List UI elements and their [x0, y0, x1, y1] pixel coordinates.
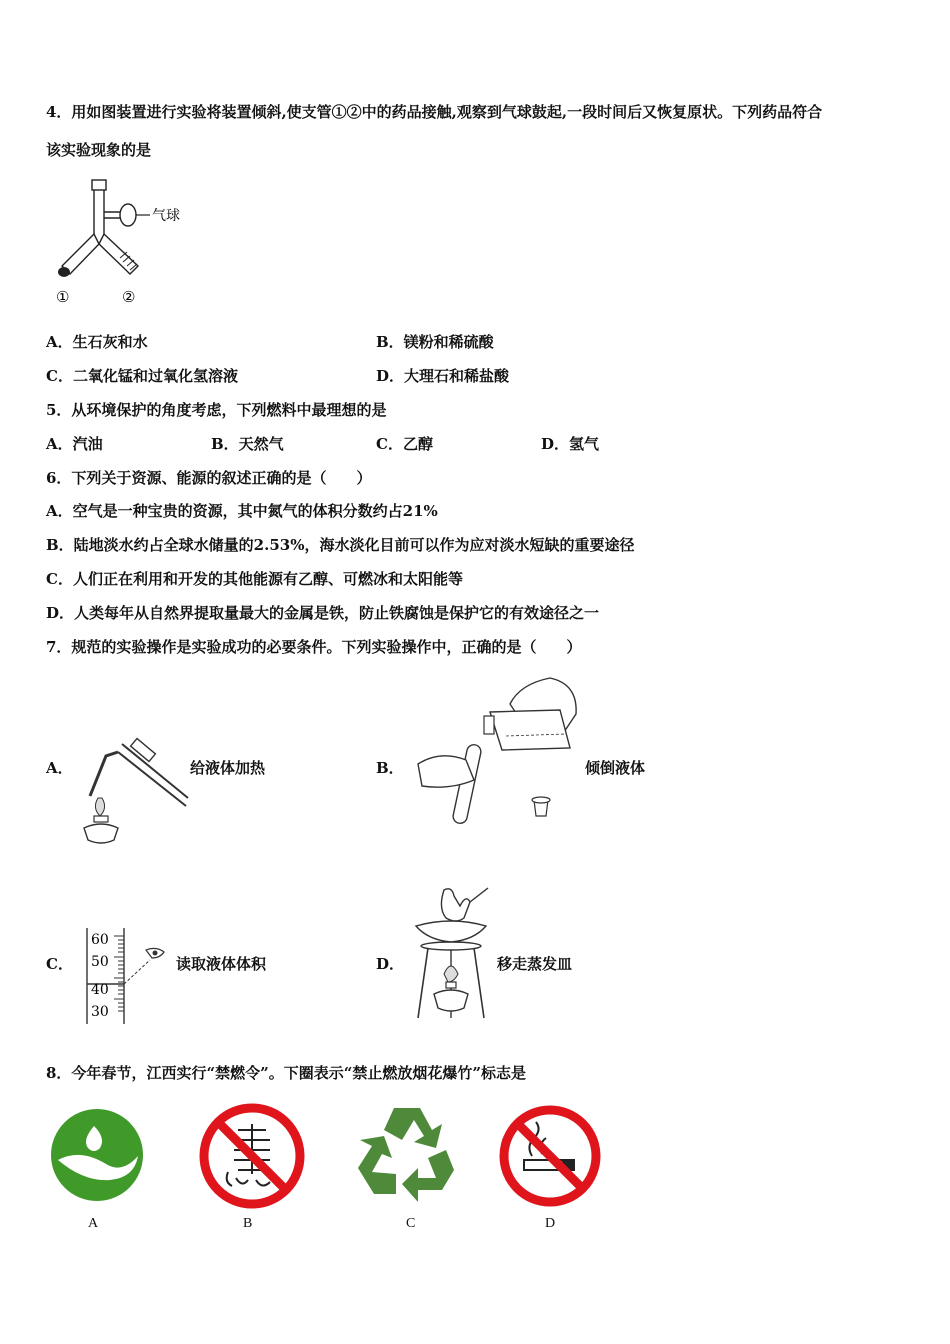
- q7-option-d-letter[interactable]: D．: [376, 955, 405, 973]
- q8-label-c: C: [406, 1216, 416, 1231]
- no-smoking-sign[interactable]: [498, 1104, 602, 1208]
- pouring-liquid-illustration: [410, 664, 580, 828]
- q6-option-c[interactable]: C．人们正在利用和开发的其他能源有乙醇、可燃冰和太阳能等: [46, 570, 463, 588]
- q8-label-a: A: [88, 1216, 99, 1231]
- q7-option-a-letter[interactable]: A．: [46, 759, 73, 777]
- tube-holder-arm: [90, 752, 118, 796]
- q7-option-d-caption: 移走蒸发皿: [497, 955, 573, 973]
- no-fireworks-sign[interactable]: [198, 1102, 306, 1210]
- q6-option-b[interactable]: B．陆地淡水约占全球水储量的2.53%，海水淡化目前可以作为应对淡水短缺的重要途径: [46, 536, 635, 554]
- q4-y-tube-figure: [50, 176, 200, 310]
- q4-option-d[interactable]: D．大理石和稀盐酸: [376, 367, 510, 385]
- heating-liquid-illustration: [78, 736, 190, 848]
- green-circle: [51, 1109, 143, 1201]
- flame: [444, 966, 458, 982]
- q5-option-b[interactable]: B．天然气: [211, 435, 284, 453]
- stopper: [92, 180, 106, 190]
- q8-stem: 8．今年春节，江西实行“禁燃令”。下圈表示“禁止燃放烟花爆竹”标志是: [46, 1064, 526, 1082]
- hand-lower: [418, 756, 474, 787]
- q5-option-c[interactable]: C．乙醇: [376, 435, 433, 453]
- q7-option-a-caption: 给液体加热: [190, 759, 266, 777]
- q6-stem: 6．下列关于资源、能源的叙述正确的是（ ）: [46, 469, 372, 487]
- alcohol-lamp: [84, 824, 118, 843]
- reading-volume-illustration: [80, 924, 176, 1028]
- reagent-bottle: [490, 710, 570, 750]
- branch-2-label: ②: [122, 288, 136, 306]
- water-saving-sign[interactable]: [50, 1108, 144, 1202]
- q4-option-a[interactable]: A．生石灰和水: [46, 333, 148, 351]
- q6-option-d[interactable]: D．人类每年从自然界提取量最大的金属是铁，防止铁腐蚀是保护它的有效途径之一: [46, 604, 600, 622]
- sight-line: [124, 960, 150, 984]
- q7-option-b-caption: 倾倒液体: [585, 759, 646, 777]
- q4-stem-line1: 4．用如图装置进行实验将装置倾斜,使支管①②中的药品接触,观察到气球鼓起,一段时间后又恢复原状。下列药品符合: [46, 103, 823, 121]
- branch-1-label: ①: [56, 288, 70, 306]
- evaporating-dish-illustration: [408, 884, 494, 1024]
- solid-reagent: [58, 267, 70, 277]
- test-tube: [131, 738, 156, 761]
- q4-option-c[interactable]: C．二氧化锰和过氧化氢溶液: [46, 367, 238, 385]
- q4-option-b[interactable]: B．镁粉和稀硫酸: [376, 333, 494, 351]
- q8-label-b: B: [243, 1216, 253, 1231]
- q5-option-a[interactable]: A．汽油: [46, 435, 103, 453]
- scale-60: 60: [91, 932, 109, 948]
- balloon: [120, 204, 136, 226]
- q5-stem: 5．从环境保护的角度考虑，下列燃料中最理想的是: [46, 401, 387, 419]
- q6-option-a[interactable]: A．空气是一种宝贵的资源，其中氮气的体积分数约占21%: [46, 502, 438, 520]
- q4-stem-line2: 该实验现象的是: [46, 141, 152, 159]
- q7-option-b-letter[interactable]: B．: [376, 759, 404, 777]
- flame: [95, 798, 104, 816]
- q5-option-d[interactable]: D．氢气: [541, 435, 600, 453]
- alcohol-lamp: [434, 990, 468, 1011]
- q8-label-d: D: [545, 1216, 556, 1231]
- evaporating-dish: [416, 921, 486, 942]
- q7-option-c-caption: 读取液体体积: [176, 955, 267, 973]
- hand: [441, 889, 470, 921]
- scale-30: 30: [91, 1004, 109, 1020]
- balloon-label: 气球: [152, 208, 180, 224]
- scale-50: 50: [91, 954, 109, 970]
- recycling-sign[interactable]: [354, 1102, 460, 1206]
- scale-40: 40: [91, 982, 109, 998]
- q7-stem: 7．规范的实验操作是实验成功的必要条件。下列实验操作中，正确的是（ ）: [46, 638, 582, 656]
- iron-ring: [421, 942, 481, 950]
- recycle-icon: [358, 1108, 454, 1202]
- q7-option-c-letter[interactable]: C．: [46, 955, 73, 973]
